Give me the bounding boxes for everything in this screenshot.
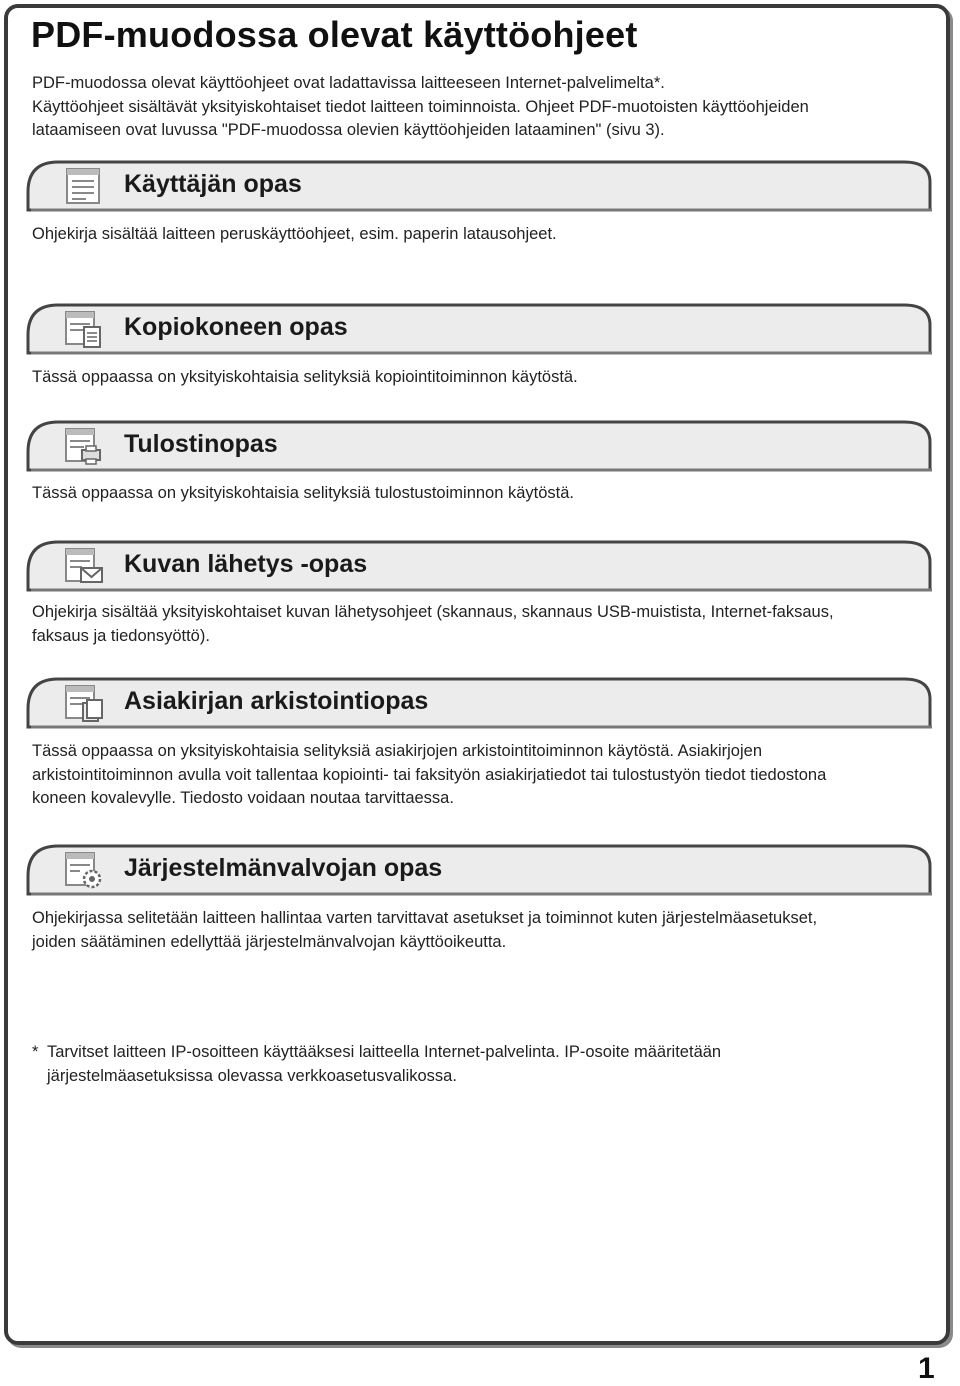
copier-manual-icon: [64, 309, 104, 349]
section-header-administrator-manual: [26, 844, 932, 896]
image-send-manual-icon: [64, 546, 104, 586]
section-line: koneen kovalevylle. Tiedosto voidaan noutaa tarvittaessa.: [32, 789, 454, 807]
section-header-printer-manual: [26, 420, 932, 472]
document-filing-manual-icon: [64, 683, 104, 723]
intro-line: Käyttöohjeet sisältävät yksityiskohtaiset tiedot laitteen toiminnoista. Ohjeet PDF-muotoisten käyttöohjeiden: [32, 97, 809, 116]
section-line: Tässä oppaassa on yksityiskohtaisia selityksiä asiakirjojen arkistointitoiminnon käytöstä. Asiakirjojen: [32, 742, 763, 760]
section-line: joiden säätäminen edellyttää järjestelmänvalvojan käyttöoikeutta.: [32, 932, 507, 951]
section-title: Käyttäjän opas: [124, 170, 302, 198]
section-line: Ohjekirjassa selitetään laitteen hallintaa varten tarvittavat asetukset ja toiminnot kuten järjestelmäasetukset,: [32, 909, 818, 927]
printer-manual-icon: [64, 426, 104, 466]
section-line: arkistointitoiminnon avulla voit tallentaa kopiointi- tai faksityön asiakirjatiedot tai tulostustyön tiedot tiedostona: [32, 765, 827, 784]
section-title: Järjestelmänvalvojan opas: [124, 854, 443, 882]
section-body: [32, 601, 922, 648]
section-title: Asiakirjan arkistointiopas: [124, 687, 429, 715]
intro-paragraph: [32, 72, 922, 143]
section-header-user-manual: [26, 160, 932, 212]
section-line: faksaus ja tiedonsyöttö).: [32, 626, 210, 645]
intro-line: PDF-muodossa olevat käyttöohjeet ovat ladattavissa laitteeseen Internet-palvelimelta*.: [32, 74, 665, 92]
footnote-text: [47, 1040, 721, 1088]
user-manual-icon: [64, 166, 104, 206]
footnote-line: järjestelmäasetuksissa olevassa verkkoasetusvalikossa.: [47, 1067, 457, 1085]
footnote-line: Tarvitset laitteen IP-osoitteen käyttääksesi laitteella Internet-palvelinta. IP-osoite määritetään: [47, 1043, 722, 1061]
section-body: [32, 482, 922, 506]
section-line: Ohjekirja sisältää laitteen peruskäyttöohjeet, esim. paperin latausohjeet.: [32, 225, 557, 243]
section-line: Tässä oppaassa on yksityiskohtaisia selityksiä kopiointitoiminnon käytöstä.: [32, 368, 578, 386]
footnote-marker: *: [32, 1043, 39, 1061]
section-body: [32, 740, 922, 811]
section-header-image-send-manual: [26, 540, 932, 592]
section-header-document-filing-manual: [26, 677, 932, 729]
section-title: Kuvan lähetys -opas: [124, 550, 368, 578]
intro-line: lataamiseen ovat luvussa "PDF-muodossa olevien käyttöohjeiden lataaminen" (sivu 3).: [32, 121, 665, 139]
section-body: [32, 223, 922, 247]
page-number: 1: [918, 1352, 935, 1385]
section-title: Tulostinopas: [124, 430, 278, 458]
section-header-copier-manual: [26, 303, 932, 355]
section-line: Tässä oppaassa on yksityiskohtaisia selityksiä tulostustoiminnon käytöstä.: [32, 484, 575, 502]
page-title: PDF-muodossa olevat käyttöohjeet: [31, 14, 638, 55]
section-title: Kopiokoneen opas: [124, 313, 348, 341]
section-body: [32, 366, 922, 390]
administrator-manual-icon: [64, 850, 104, 890]
section-line: Ohjekirja sisältää yksityiskohtaiset kuvan lähetysohjeet (skannaus, skannaus USB-muistista, Internet-faksaus,: [32, 603, 834, 621]
section-body: [32, 907, 922, 954]
